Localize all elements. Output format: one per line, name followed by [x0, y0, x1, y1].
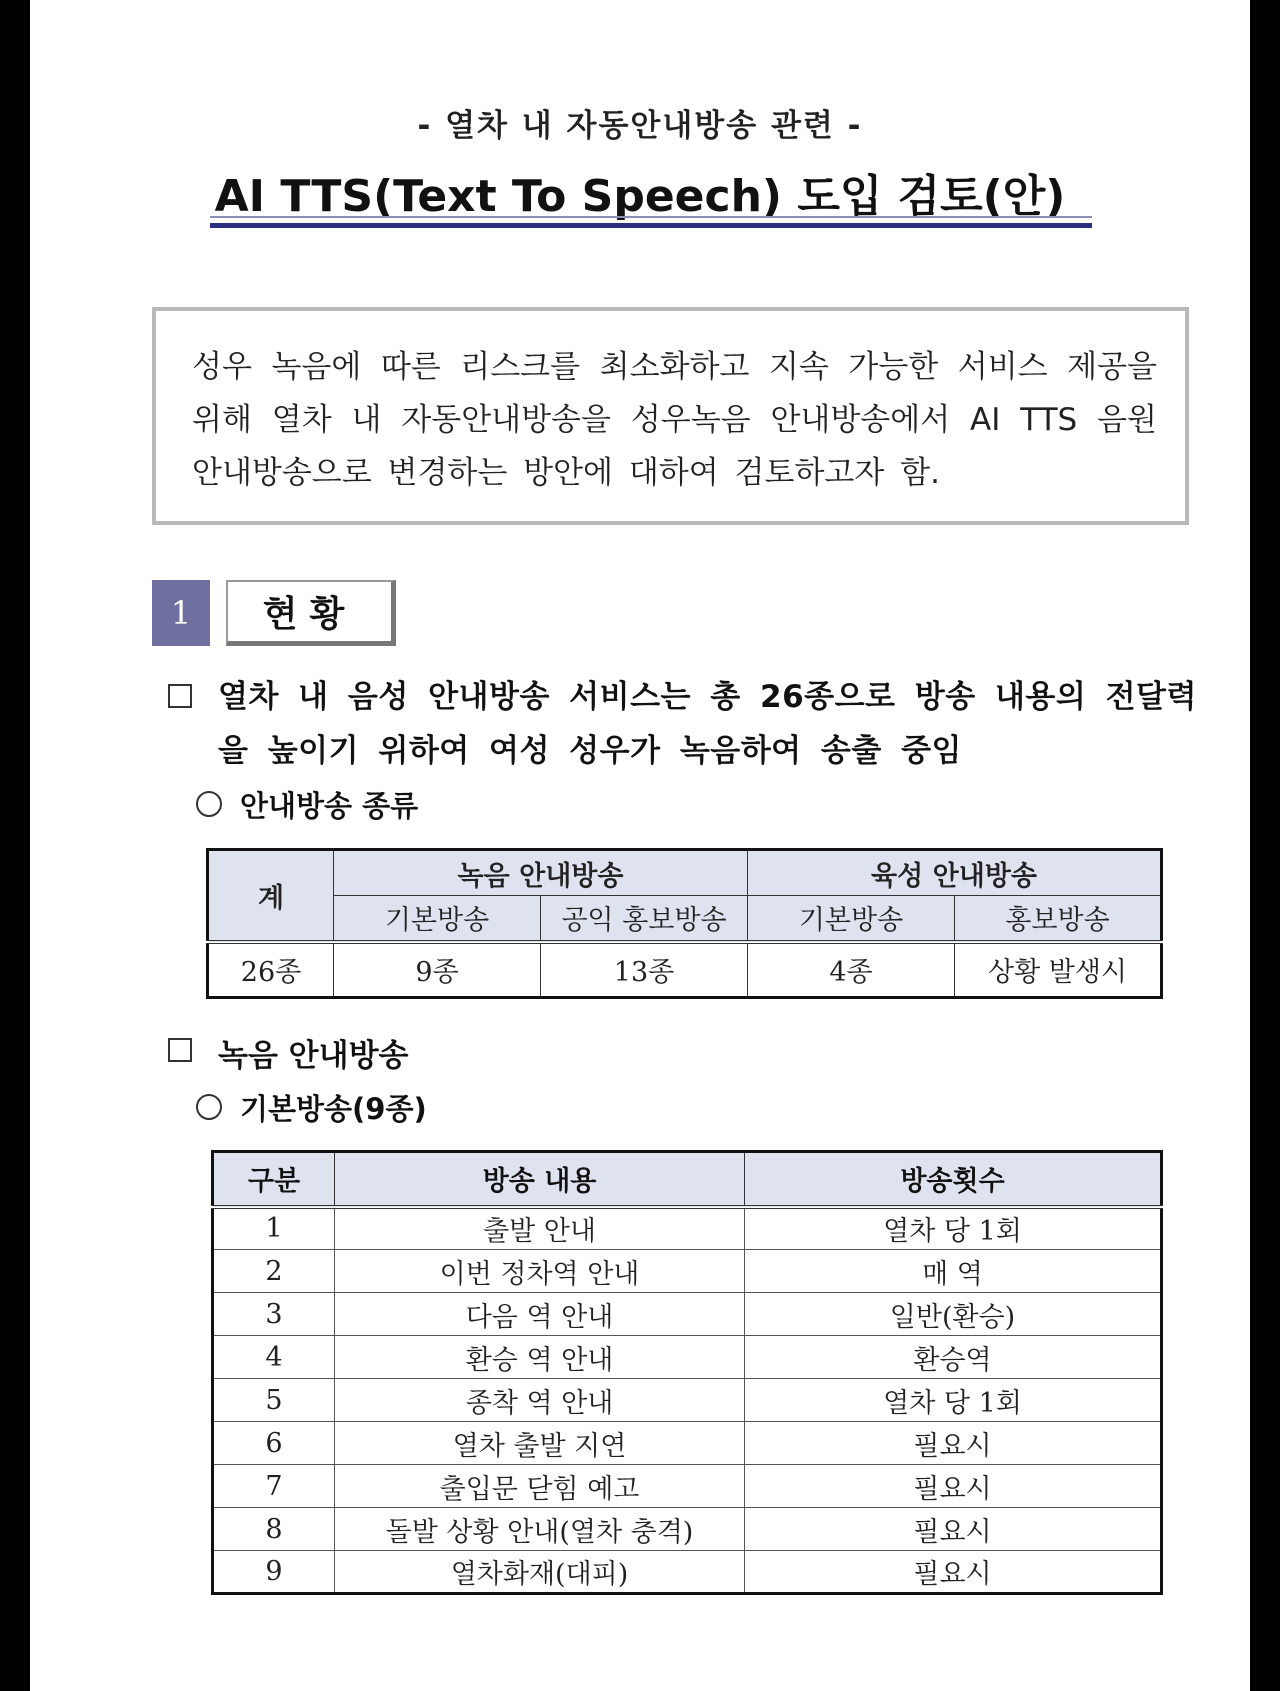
table-cell: 8	[213, 1508, 335, 1551]
table-cell: 열차 출발 지연	[335, 1422, 745, 1465]
column-header: 구분	[213, 1152, 335, 1207]
table-cell: 출입문 닫힘 예고	[335, 1465, 745, 1508]
table-cell: 이번 정차역 안내	[335, 1250, 745, 1293]
column-header: 방송 내용	[335, 1152, 745, 1207]
table-cell: 5	[213, 1379, 335, 1422]
sub-bullet-types: 안내방송 종류	[240, 789, 419, 823]
table-cell: 상황 발생시	[955, 942, 1162, 998]
table-cell: 9	[213, 1551, 335, 1594]
summary-text: 성우 녹음에 따른 리스크를 최소화하고 지속 가능한 서비스 제공을 위해 열차 내 자동안내방송을 성우녹음 안내방송에서 AI TTS 음원 안내방송으로 변경하는 방안에 대하여 검토하고자 함.	[192, 349, 1157, 491]
table-row	[213, 1422, 1162, 1465]
circle-bullet-icon	[196, 791, 222, 817]
table-cell: 종착 역 안내	[335, 1379, 745, 1422]
table-row	[213, 1207, 1162, 1250]
table-cell: 열차 당 1회	[745, 1207, 1162, 1250]
table-cell: 9종	[334, 942, 541, 998]
sub-header: 홍보방송	[955, 896, 1162, 942]
document-title: AI TTS(Text To Speech) 도입 검토(안)	[214, 171, 1066, 222]
table-cell: 26종	[208, 942, 334, 998]
table-cell: 매 역	[745, 1250, 1162, 1293]
table-cell: 열차화재(대피)	[335, 1551, 745, 1594]
sub-header: 공익 홍보방송	[541, 896, 748, 942]
table-row	[213, 1508, 1162, 1551]
sub-header: 기본방송	[748, 896, 955, 942]
bullet-status: 열차 내 음성 안내방송 서비스는 총 26종으로 방송 내용의 전달력을 높이기 위하여 여성 성우가 녹음하여 송출 중임	[218, 679, 1197, 769]
table-cell: 돌발 상황 안내(열차 충격)	[335, 1508, 745, 1551]
table-cell: 필요시	[745, 1551, 1162, 1594]
table-cell: 필요시	[745, 1422, 1162, 1465]
document-page	[30, 0, 1250, 1691]
broadcast-types-table	[206, 848, 1163, 999]
table-row	[213, 1465, 1162, 1508]
table-cell: 4종	[748, 942, 955, 998]
table-cell: 7	[213, 1465, 335, 1508]
table-cell: 2	[213, 1250, 335, 1293]
column-header: 방송횟수	[745, 1152, 1162, 1207]
table-row	[213, 1551, 1162, 1594]
table-cell: 4	[213, 1336, 335, 1379]
table-cell: 환승 역 안내	[335, 1336, 745, 1379]
table-cell: 일반(환승)	[745, 1293, 1162, 1336]
table-cell: 3	[213, 1293, 335, 1336]
title-underline	[210, 216, 1092, 228]
square-bullet-icon	[168, 1038, 192, 1062]
sub-header: 기본방송	[334, 896, 541, 942]
summary-box	[152, 307, 1189, 525]
circle-bullet-icon	[196, 1094, 222, 1120]
square-bullet-icon	[168, 684, 192, 708]
table-cell: 열차 당 1회	[745, 1379, 1162, 1422]
live-header: 육성 안내방송	[748, 850, 1162, 896]
total-header: 계	[208, 850, 334, 942]
table-row	[213, 1379, 1162, 1422]
section-title: 현황	[226, 580, 396, 646]
table-cell: 환승역	[745, 1336, 1162, 1379]
table-cell: 1	[213, 1207, 335, 1250]
document-subtitle: - 열차 내 자동안내방송 관련 -	[417, 108, 863, 144]
basic-broadcast-table	[211, 1150, 1163, 1595]
table-cell: 6	[213, 1422, 335, 1465]
section-number: 1	[152, 580, 210, 646]
table-cell: 다음 역 안내	[335, 1293, 745, 1336]
recorded-header: 녹음 안내방송	[334, 850, 748, 896]
table-row	[213, 1293, 1162, 1336]
table-cell: 13종	[541, 942, 748, 998]
table-row	[213, 1250, 1162, 1293]
table-cell: 출발 안내	[335, 1207, 745, 1250]
bullet-recorded: 녹음 안내방송	[218, 1038, 409, 1074]
sub-bullet-basic: 기본방송(9종)	[240, 1092, 427, 1126]
table-row	[213, 1336, 1162, 1379]
table-cell: 필요시	[745, 1465, 1162, 1508]
table-cell: 필요시	[745, 1508, 1162, 1551]
